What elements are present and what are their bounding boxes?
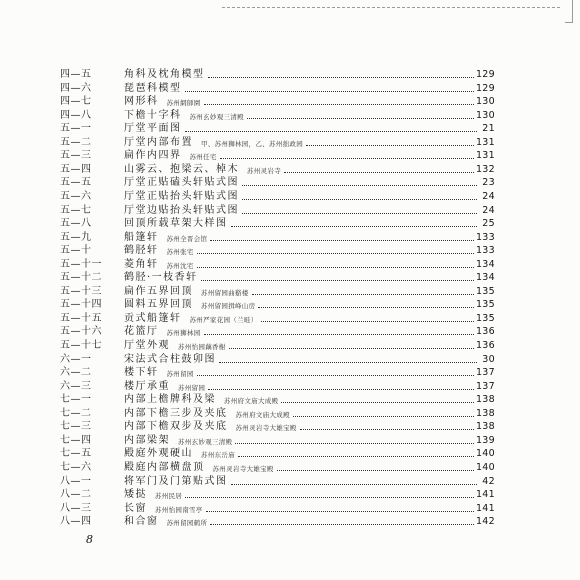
figure-title: 厅堂平面图 bbox=[124, 123, 182, 135]
figure-number: 五—十 bbox=[60, 245, 92, 257]
toc-entry bbox=[60, 488, 495, 501]
figure-page-number: 129 bbox=[475, 82, 495, 94]
figure-number: 六—二 bbox=[60, 367, 92, 379]
figure-source-note: 苏州东岳庙 bbox=[201, 451, 235, 460]
figure-source-note: 苏州任宅 bbox=[189, 153, 217, 162]
figure-number: 八—四 bbox=[60, 516, 92, 528]
toc-entry bbox=[60, 258, 495, 271]
figure-title: 殿庭外观硬山 bbox=[124, 448, 193, 460]
figure-title: 内部下檐三步及夹底 bbox=[124, 407, 228, 419]
toc-entry bbox=[60, 244, 495, 257]
dot-leader bbox=[219, 362, 477, 363]
toc-entry bbox=[60, 393, 495, 406]
scan-edge-corner-mark bbox=[565, 0, 573, 23]
toc-entry bbox=[60, 82, 495, 95]
dot-leader bbox=[208, 389, 474, 390]
figure-page-number: 132 bbox=[475, 163, 495, 175]
scan-edge-dashed-line bbox=[222, 7, 560, 8]
toc-entry bbox=[60, 380, 495, 393]
dot-leader bbox=[242, 199, 477, 200]
figure-page-number: 135 bbox=[475, 299, 495, 311]
toc-entry bbox=[60, 434, 495, 447]
figure-page-number: 135 bbox=[475, 312, 495, 324]
dot-leader bbox=[185, 131, 478, 132]
figure-page-number: 141 bbox=[475, 489, 495, 501]
figure-source-note: 苏州灵岩寺大雄宝殿 bbox=[212, 464, 274, 473]
figure-page-number: 129 bbox=[475, 69, 495, 80]
figure-source-note: 苏州灵岩寺大雄宝殿 bbox=[235, 424, 297, 433]
figure-source-note: 苏州府文庙大成殿 bbox=[224, 397, 279, 406]
figure-page-number: 138 bbox=[475, 394, 495, 406]
figure-number: 五—十七 bbox=[60, 340, 102, 351]
figure-page-number: 142 bbox=[475, 516, 495, 528]
dot-leader bbox=[261, 321, 474, 322]
dot-leader bbox=[206, 511, 474, 512]
figure-number: 八—二 bbox=[60, 489, 92, 501]
dot-leader bbox=[197, 375, 474, 376]
figure-title: 长窗 bbox=[124, 502, 147, 514]
toc-entry bbox=[60, 475, 495, 488]
dot-leader bbox=[185, 497, 474, 498]
toc-entry bbox=[60, 447, 495, 460]
figure-source-note: 苏州民居 bbox=[155, 492, 183, 501]
figure-source-note: 苏州留园 bbox=[178, 383, 206, 392]
figure-title: 厅堂正贴磕头轩贴式图 bbox=[124, 177, 239, 189]
figure-title: 厅堂正贴抬头轩贴式图 bbox=[124, 190, 239, 202]
toc-entry bbox=[60, 109, 495, 122]
toc-entry bbox=[60, 163, 495, 176]
figure-page-number: 138 bbox=[475, 421, 495, 433]
figure-number: 五—十六 bbox=[60, 326, 102, 338]
toc-entry bbox=[60, 217, 495, 230]
figure-page-number: 24 bbox=[482, 204, 495, 216]
figure-source-note: 苏州灵岩寺 bbox=[247, 166, 281, 175]
figure-title: 内部下檐双步及夹底 bbox=[124, 421, 228, 433]
toc-entry bbox=[60, 366, 495, 379]
figure-title: 山雾云、抱梁云、棹木 bbox=[124, 163, 239, 175]
figure-source-note: 苏州留园鹤所 bbox=[166, 519, 208, 528]
figure-title: 厅堂边贴抬头轩贴式图 bbox=[124, 204, 239, 216]
figure-title: 船篷轩 bbox=[124, 231, 159, 243]
dot-leader bbox=[204, 104, 474, 105]
figure-title: 扁作五界回顶 bbox=[124, 285, 193, 297]
figure-number: 五—六 bbox=[60, 190, 92, 202]
figure-number: 五—十二 bbox=[60, 272, 102, 284]
dot-leader bbox=[201, 280, 474, 281]
toc-entry bbox=[60, 407, 495, 420]
figure-source-note: 苏州玄妙观三清殿 bbox=[178, 437, 233, 446]
dot-leader bbox=[210, 524, 474, 525]
list-of-figures bbox=[60, 68, 495, 533]
figure-number: 五—五 bbox=[60, 177, 92, 189]
figure-number: 四—五 bbox=[60, 69, 92, 80]
page-number: 8 bbox=[86, 533, 93, 546]
dot-leader bbox=[242, 213, 477, 214]
dot-leader bbox=[238, 456, 474, 457]
figure-title: 网形科 bbox=[124, 96, 159, 108]
figure-title: 圆料五界回顶 bbox=[124, 299, 193, 311]
dot-leader bbox=[229, 348, 474, 349]
figure-source-note: 苏州沈宅 bbox=[166, 261, 194, 270]
figure-number: 七—五 bbox=[60, 448, 92, 460]
figure-source-note: 苏州留园揖峰山房 bbox=[201, 302, 256, 311]
figure-number: 五—十四 bbox=[60, 299, 102, 311]
figure-title: 厅堂外观 bbox=[124, 340, 170, 351]
figure-page-number: 131 bbox=[475, 150, 495, 162]
dot-leader bbox=[247, 118, 474, 119]
figure-number: 四—七 bbox=[60, 96, 92, 108]
figure-title: 将军门及门第贴式图 bbox=[124, 475, 228, 487]
toc-entry bbox=[60, 461, 495, 474]
figure-number: 六—三 bbox=[60, 380, 92, 392]
figure-source-note: 苏州網師園 bbox=[166, 99, 201, 108]
dot-leader bbox=[242, 185, 477, 186]
figure-source-note: 甲、苏州狮林园，乙、苏州拙政园 bbox=[201, 139, 303, 148]
toc-entry bbox=[60, 298, 495, 311]
figure-page-number: 140 bbox=[475, 448, 495, 460]
dot-leader bbox=[197, 253, 474, 254]
figure-page-number: 139 bbox=[475, 434, 495, 446]
figure-number: 五—十一 bbox=[60, 258, 102, 270]
dot-leader bbox=[306, 145, 474, 146]
figure-source-note: 苏州府文庙大成殿 bbox=[235, 410, 290, 419]
figure-page-number: 134 bbox=[475, 258, 495, 270]
figure-page-number: 24 bbox=[482, 190, 495, 202]
figure-title: 楼下轩 bbox=[124, 367, 159, 379]
figure-title: 琵琶科模型 bbox=[124, 82, 182, 94]
figure-page-number: 135 bbox=[475, 285, 495, 297]
dot-leader bbox=[185, 91, 474, 92]
figure-number: 七—六 bbox=[60, 461, 92, 473]
toc-entry bbox=[60, 204, 495, 217]
toc-entry bbox=[60, 231, 495, 244]
toc-entry bbox=[60, 149, 495, 162]
figure-source-note: 苏州怡园藕香榭 bbox=[178, 343, 226, 351]
figure-title: 内部梁架 bbox=[124, 434, 170, 446]
toc-entry bbox=[60, 312, 495, 325]
dot-leader bbox=[197, 267, 474, 268]
figure-page-number: 136 bbox=[475, 340, 495, 351]
figure-page-number: 134 bbox=[475, 272, 495, 284]
toc-entry bbox=[60, 271, 495, 284]
figure-title: 矮挞 bbox=[124, 489, 147, 501]
figure-page-number: 137 bbox=[475, 367, 495, 379]
figure-number: 五—二 bbox=[60, 136, 92, 148]
toc-entry bbox=[60, 420, 495, 433]
figure-source-note: 苏州狮林园 bbox=[166, 329, 201, 338]
figure-number: 五—四 bbox=[60, 163, 92, 175]
figure-page-number: 30 bbox=[482, 353, 495, 365]
figure-title: 殿庭内部横盘顶 bbox=[124, 461, 205, 473]
figure-number: 五—九 bbox=[60, 231, 92, 243]
toc-entry bbox=[60, 502, 495, 515]
figure-page-number: 131 bbox=[475, 136, 495, 148]
dot-leader bbox=[231, 226, 478, 227]
toc-entry bbox=[60, 68, 495, 81]
toc-entry bbox=[60, 325, 495, 338]
figure-title: 内部上檐牌科及梁 bbox=[124, 394, 216, 406]
figure-number: 五—三 bbox=[60, 150, 92, 162]
figure-title: 楼厅承重 bbox=[124, 380, 170, 392]
figure-source-note: 苏州玄妙观三清殿 bbox=[189, 112, 244, 121]
dot-leader bbox=[220, 158, 474, 159]
figure-title: 贡式船篷轩 bbox=[124, 312, 182, 324]
figure-page-number: 133 bbox=[475, 245, 495, 257]
figure-source-note: 苏州张宅 bbox=[166, 248, 194, 257]
figure-title: 鹤胫轩 bbox=[124, 245, 159, 257]
toc-entry bbox=[60, 122, 495, 135]
figure-page-number: 137 bbox=[475, 380, 495, 392]
toc-entry bbox=[60, 353, 495, 366]
dot-leader bbox=[204, 334, 474, 335]
toc-entry bbox=[60, 285, 495, 298]
figure-title: 鹤胫·一枝香轩 bbox=[124, 272, 198, 284]
dot-leader bbox=[210, 240, 474, 241]
figure-title: 回顶所载草架大样图 bbox=[124, 218, 228, 230]
figure-number: 七—三 bbox=[60, 421, 92, 433]
figure-number: 五—一 bbox=[60, 123, 92, 135]
dot-leader bbox=[252, 294, 474, 295]
figure-number: 五—八 bbox=[60, 218, 92, 230]
toc-entry bbox=[60, 176, 495, 189]
figure-page-number: 140 bbox=[475, 461, 495, 473]
dot-leader bbox=[281, 402, 474, 403]
figure-number: 四—八 bbox=[60, 109, 92, 121]
figure-title: 下檐十字科 bbox=[124, 109, 182, 121]
figure-source-note: 苏州严家花园（兰畦） bbox=[189, 315, 258, 324]
figure-page-number: 141 bbox=[475, 502, 495, 514]
figure-number: 五—十五 bbox=[60, 312, 102, 324]
dot-leader bbox=[284, 172, 474, 173]
figure-page-number: 130 bbox=[475, 109, 495, 121]
figure-page-number: 25 bbox=[482, 218, 495, 230]
figure-source-note: 苏州留园 bbox=[166, 370, 194, 379]
figure-number: 五—十三 bbox=[60, 285, 102, 297]
dot-leader bbox=[277, 470, 474, 471]
figure-title: 宋法式合柱鼓卯图 bbox=[124, 353, 216, 365]
figure-number: 四—六 bbox=[60, 82, 92, 94]
figure-number: 七—四 bbox=[60, 434, 92, 446]
figure-number: 七—二 bbox=[60, 407, 92, 419]
dot-leader bbox=[293, 416, 474, 417]
figure-page-number: 23 bbox=[482, 177, 495, 189]
figure-page-number: 42 bbox=[482, 475, 495, 487]
figure-page-number: 133 bbox=[475, 231, 495, 243]
figure-source-note: 苏州全晋会馆 bbox=[166, 234, 208, 243]
figure-title: 花篮厅 bbox=[124, 326, 159, 338]
dot-leader bbox=[300, 429, 474, 430]
toc-entry bbox=[60, 190, 495, 203]
dot-leader bbox=[235, 443, 474, 444]
figure-title: 厅堂内部布置 bbox=[124, 136, 193, 148]
figure-title: 扁作内四界 bbox=[124, 150, 182, 162]
figure-source-note: 苏州怡园南雪亭 bbox=[155, 505, 203, 514]
figure-number: 七—一 bbox=[60, 394, 92, 406]
toc-entry bbox=[60, 339, 495, 352]
figure-title: 角科及枕角模型 bbox=[124, 69, 205, 80]
figure-source-note: 苏州留园曲谿楼 bbox=[201, 288, 249, 297]
dot-leader bbox=[258, 307, 474, 308]
figure-number: 八—三 bbox=[60, 502, 92, 514]
figure-number: 五—七 bbox=[60, 204, 92, 216]
figure-page-number: 130 bbox=[475, 96, 495, 108]
figure-title: 菱角轩 bbox=[124, 258, 159, 270]
figure-number: 八—一 bbox=[60, 475, 92, 487]
figure-page-number: 138 bbox=[475, 407, 495, 419]
toc-entry bbox=[60, 95, 495, 108]
figure-title: 和合窗 bbox=[124, 516, 159, 528]
dot-leader bbox=[208, 77, 474, 78]
toc-entry bbox=[60, 136, 495, 149]
figure-page-number: 21 bbox=[482, 123, 495, 135]
toc-entry bbox=[60, 515, 495, 528]
figure-page-number: 136 bbox=[475, 326, 495, 338]
figure-number: 六—一 bbox=[60, 353, 92, 365]
dot-leader bbox=[231, 484, 478, 485]
